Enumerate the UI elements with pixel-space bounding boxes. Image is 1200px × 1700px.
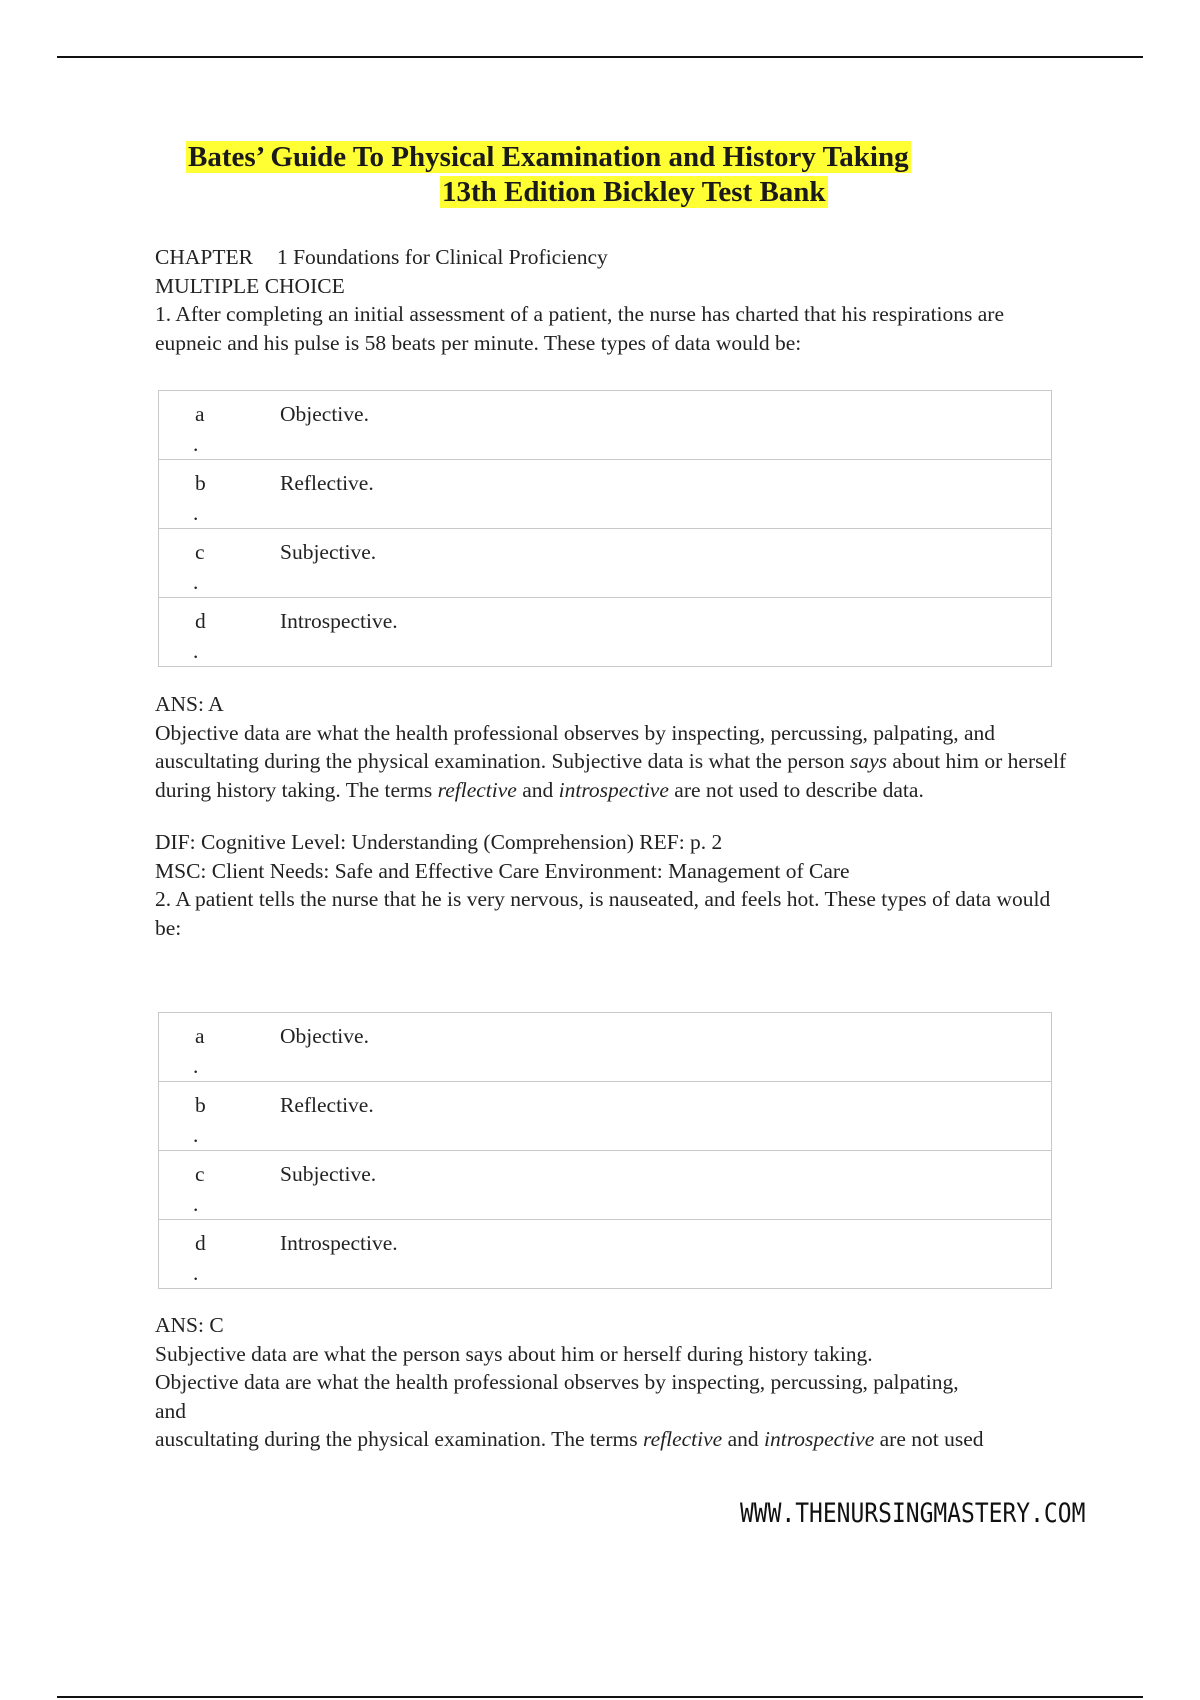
option-row <box>159 1013 1052 1082</box>
rationale-1: Objective data are what the health professional observes by inspecting, percussing, palpating, and auscultating during the physical examination. Subjective data is what the person says about him or herself during history taking. The terms reflective and introspective are not used to describe data. <box>155 720 1067 802</box>
rationale-2-line-1: Subjective data are what the person says about him or herself during history taking. <box>155 1341 873 1366</box>
option-row <box>159 1151 1052 1220</box>
option-row <box>159 391 1052 460</box>
answer-2: ANS: C <box>155 1313 224 1337</box>
option-text: Objective. <box>280 391 1052 460</box>
option-dot: . <box>193 1054 199 1078</box>
chapter-header <box>155 243 1075 357</box>
option-text: Subjective. <box>280 1151 1052 1220</box>
question-1-text: 1. After completing an initial assessment of a patient, the nurse has charted that his respirations are eupneic and his pulse is 58 beats per minute. These types of data would be: <box>155 302 1004 355</box>
question-1-options <box>158 390 1052 667</box>
option-text: Introspective. <box>280 1220 1052 1289</box>
option-row <box>159 1220 1052 1289</box>
option-dot: . <box>193 432 199 456</box>
option-text: Reflective. <box>280 460 1052 529</box>
question-2-answer-block <box>155 1311 1075 1454</box>
website-watermark: WWW.THENURSINGMASTERY.COM <box>739 1498 1085 1529</box>
option-dot: . <box>193 570 199 594</box>
option-text: Objective. <box>280 1013 1052 1082</box>
section-heading: MULTIPLE CHOICE <box>155 273 345 298</box>
option-letter: c <box>195 540 205 564</box>
option-dot: . <box>193 501 199 525</box>
question-1-answer-block <box>155 690 1075 942</box>
question-2-text: 2. A patient tells the nurse that he is very nervous, is nauseated, and feels hot. These types of data would be: <box>155 887 1051 940</box>
option-text: Subjective. <box>280 529 1052 598</box>
option-row <box>159 529 1052 598</box>
title-line-1: Bates’ Guide To Physical Examination and History Taking <box>188 141 909 173</box>
option-letter: a <box>195 1024 205 1048</box>
option-letter: d <box>195 609 206 633</box>
option-dot: . <box>193 1192 199 1216</box>
rationale-2-line-3: and <box>155 1398 187 1423</box>
question-2-options <box>158 1012 1052 1289</box>
option-dot: . <box>193 639 199 663</box>
rationale-2-line-4: auscultating during the physical examination. The terms reflective and introspective are not used <box>155 1427 984 1451</box>
option-dot: . <box>193 1261 199 1285</box>
option-text: Introspective. <box>280 598 1052 667</box>
difficulty-1: DIF: Cognitive Level: Understanding (Comprehension) REF: p. 2 <box>155 830 723 854</box>
option-letter: d <box>195 1231 206 1255</box>
title-line-2: 13th Edition Bickley Test Bank <box>442 176 826 208</box>
answer-1: ANS: A <box>155 692 224 716</box>
option-letter: b <box>195 471 206 495</box>
option-letter: a <box>195 402 205 426</box>
top-rule <box>57 56 1143 58</box>
client-needs-1: MSC: Client Needs: Safe and Effective Care Environment: Management of Care <box>155 858 850 883</box>
option-letter: c <box>195 1162 205 1186</box>
option-row <box>159 1082 1052 1151</box>
rationale-2-line-2: Objective data are what the health professional observes by inspecting, percussing, palpating, <box>155 1370 959 1394</box>
option-row <box>159 460 1052 529</box>
chapter-title: 1 Foundations for Clinical Proficiency <box>276 245 608 269</box>
option-dot: . <box>193 1123 199 1147</box>
option-row <box>159 598 1052 667</box>
bottom-rule <box>57 1696 1143 1698</box>
option-letter: b <box>195 1093 206 1117</box>
option-text: Reflective. <box>280 1082 1052 1151</box>
chapter-label: CHAPTER <box>155 245 253 269</box>
